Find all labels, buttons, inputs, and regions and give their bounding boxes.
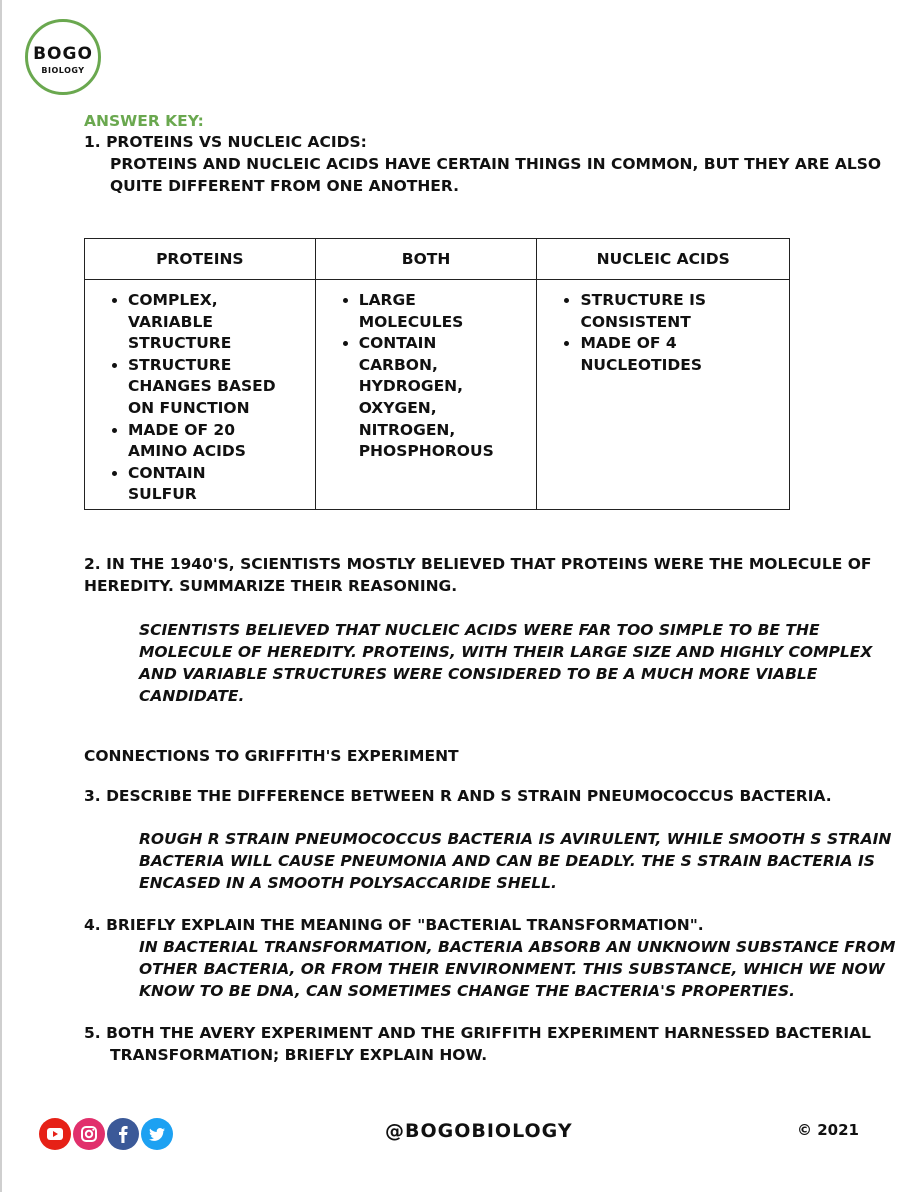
header-both: BOTH [315, 239, 537, 280]
facebook-icon[interactable] [107, 1118, 139, 1150]
q4-question: 4. BRIEFLY EXPLAIN THE MEANING OF "BACTERIAL TRANSFORMATION". [84, 916, 704, 934]
list-item: • COMPLEX, VARIABLE STRUCTURE [128, 290, 278, 355]
q4-answer-line: KNOW TO BE DNA, CAN SOMETIMES CHANGE THE BACTERIA'S PROPERTIES. [139, 982, 796, 1000]
list-item: • STRUCTURE IS CONSISTENT [580, 290, 730, 333]
q5-line2: TRANSFORMATION; BRIEFLY EXPLAIN HOW. [110, 1046, 488, 1064]
q3-question: 3. DESCRIBE THE DIFFERENCE BETWEEN R AND S STRAIN PNEUMOCOCCUS BACTERIA. [84, 787, 832, 805]
list-item: • STRUCTURE CHANGES BASED ON FUNCTION [128, 355, 278, 420]
logo-subtitle: BIOLOGY [41, 66, 85, 75]
q1-intro-line2: QUITE DIFFERENT FROM ONE ANOTHER. [110, 177, 459, 195]
q5-line1: 5. BOTH THE AVERY EXPERIMENT AND THE GRIFFITH EXPERIMENT HARNESSED BACTERIAL [84, 1024, 871, 1042]
logo-title: BOGO [33, 44, 93, 64]
nucleic-cell [537, 280, 790, 510]
twitter-icon[interactable] [141, 1118, 173, 1150]
table-header-row [85, 239, 790, 280]
youtube-icon[interactable] [39, 1118, 71, 1150]
nucleic-list [520, 290, 730, 376]
header-proteins: PROTEINS [85, 239, 316, 280]
q3-answer-line: ENCASED IN A SMOOTH POLYSACCARIDE SHELL. [139, 874, 557, 892]
list-item: • MADE OF 4 NUCLEOTIDES [580, 333, 730, 376]
list-item: • CONTAIN SULFUR [128, 463, 278, 506]
header-nucleic-acids: NUCLEIC ACIDS [537, 239, 790, 280]
proteins-list [68, 290, 278, 506]
q2-answer-line: MOLECULE OF HEREDITY. PROTEINS, WITH THEIR LARGE SIZE AND HIGHLY COMPLEX [139, 643, 873, 661]
bogo-biology-logo [25, 19, 101, 95]
q2-line2: HEREDITY. SUMMARIZE THEIR REASONING. [84, 577, 458, 595]
both-cell [315, 280, 537, 510]
page-edge [0, 0, 2, 1192]
q2-answer-line: SCIENTISTS BELIEVED THAT NUCLEIC ACIDS WERE FAR TOO SIMPLE TO BE THE [139, 621, 820, 639]
comparison-table [84, 238, 790, 510]
table-body-row [85, 280, 790, 510]
both-list [299, 290, 509, 463]
q3-answer-line: ROUGH R STRAIN PNEUMOCOCCUS BACTERIA IS AVIRULENT, WHILE SMOOTH S STRAIN [139, 830, 892, 848]
footer-handle: @BOGOBIOLOGY [385, 1120, 573, 1142]
q4-answer-line: IN BACTERIAL TRANSFORMATION, BACTERIA ABSORB AN UNKNOWN SUBSTANCE FROM [139, 938, 896, 956]
q4-answer-line: OTHER BACTERIA, OR FROM THEIR ENVIRONMENT. THIS SUBSTANCE, WHICH WE NOW [139, 960, 885, 978]
list-item: • CONTAIN CARBON, HYDROGEN, OXYGEN, NITROGEN, PHOSPHOROUS [359, 333, 509, 463]
q1-intro-line1: PROTEINS AND NUCLEIC ACIDS HAVE CERTAIN THINGS IN COMMON, BUT THEY ARE ALSO [110, 155, 882, 173]
instagram-icon[interactable] [73, 1118, 105, 1150]
list-item: • MADE OF 20 AMINO ACIDS [128, 420, 278, 463]
q2-answer-line: CANDIDATE. [139, 687, 245, 705]
footer-copyright: © 2021 [797, 1121, 859, 1139]
q2-answer-line: AND VARIABLE STRUCTURES WERE CONSIDERED TO BE A MUCH MORE VIABLE [139, 665, 818, 683]
proteins-cell [85, 280, 316, 510]
list-item: • LARGE MOLECULES [359, 290, 509, 333]
q1-heading: 1. PROTEINS VS NUCLEIC ACIDS: [84, 133, 367, 151]
q3-answer-line: BACTERIA WILL CAUSE PNEUMONIA AND CAN BE DEADLY. THE S STRAIN BACTERIA IS [139, 852, 875, 870]
answer-key-heading: ANSWER KEY: [84, 112, 204, 130]
q2-line1: 2. IN THE 1940'S, SCIENTISTS MOSTLY BELIEVED THAT PROTEINS WERE THE MOLECULE OF [84, 555, 872, 573]
section-heading: CONNECTIONS TO GRIFFITH'S EXPERIMENT [84, 747, 459, 765]
